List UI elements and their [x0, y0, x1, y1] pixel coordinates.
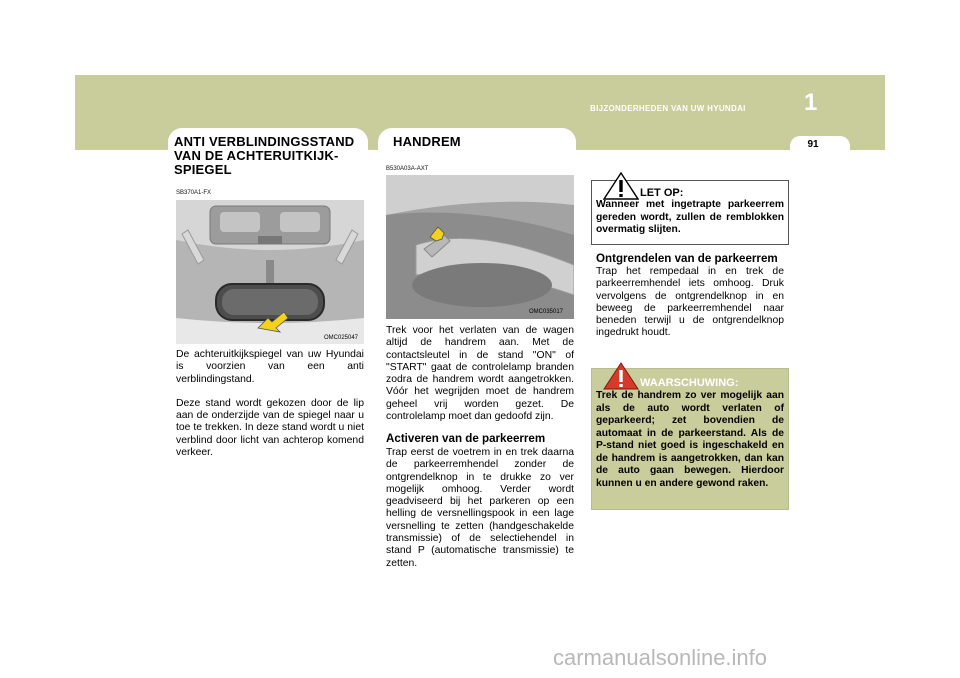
warning-triangle-icon: [603, 172, 639, 200]
handrem-paragraph: Trek voor het verlaten van de wagen altijd de handrem aan. Met de contactsleutel in de stand "ON" of "START" gaat de controlelamp branden zodra de handrem wordt aangetrokken. Vóór het wegrijden moet de handrem geheel vrij worden gezet. De controlelamp moet dan gedoofd zijn.: [386, 325, 574, 423]
mirror-heading-line: SPIEGEL: [174, 162, 232, 177]
handrem-code: B530A03A-AXT: [386, 166, 429, 172]
handbrake-illustration: [386, 175, 574, 319]
warning-title: WAARSCHUWING:: [640, 377, 739, 389]
mirror-heading-line: ANTI VERBLINDINGSSTAND: [174, 134, 355, 149]
mirror-paragraph: De achteruitkijkspiegel van uw Hyundai is voorzien van een anti verblindingstand.: [176, 349, 364, 385]
mirror-heading: [174, 135, 354, 177]
chapter-title: BIJZONDERHEDEN VAN UW HYUNDAI: [590, 104, 746, 113]
mirror-paragraph: Deze stand wordt gekozen door de lip aan de onderzijde van de spiegel naar u toe te trekken. In deze stand wordt u niet verblind door licht van achterop komend verkeer.: [176, 397, 364, 459]
mirror-body: [176, 349, 364, 471]
handbrake-photo-code: OMC035017: [529, 309, 564, 315]
page-number: 91: [807, 139, 819, 150]
chapter-number: 1: [804, 89, 818, 116]
rear-view-mirror-illustration: [176, 200, 364, 344]
warning-triangle-icon: [603, 362, 639, 390]
handbrake-photo: [386, 175, 574, 319]
mirror-photo: [176, 200, 364, 344]
mirror-heading-line: VAN DE ACHTERUITKIJK-: [174, 148, 339, 163]
watermark: carmanualsonline.info: [553, 645, 768, 670]
activate-paragraph: Trap eerst de voetrem in en trek daarna de parkeerremhendel zonder de ontgrendelknop in te drukke zo ver mogelijk omhoog. Verder wordt geadviseerd bij het parkeren op een helling de versnellingspook in een lage versnelling te zetten (handgeschakelde transmissie) of de selectiehendel in stand P (automatische transmissie) te zetten.: [386, 447, 574, 569]
mirror-photo-code: OMC025047: [324, 335, 359, 341]
caution-title: LET OP:: [640, 187, 684, 199]
caution-text: Wanneer met ingetrapte parkeerrem gereden wordt, zullen de remblokken overmatig slijten.: [596, 199, 784, 235]
mirror-code: SB370A1-FX: [176, 190, 212, 196]
handrem-heading: HANDREM: [393, 134, 461, 149]
activate-subheading: Activeren van de parkeerrem: [386, 432, 546, 445]
warning-text: Trek de handrem zo ver mogelijk aan als de auto wordt verlaten of geparkeerd; zet bovendien de automaat in de parkeerstand. Als de P-stand niet goed is ingeschakeld en de handrem is aangetrokken, dan kan de auto gaan bewegen. Hierdoor kunnen u en andere gewond raken.: [596, 390, 784, 489]
release-subheading: Ontgrendelen van de parkeerrem: [596, 252, 778, 265]
release-paragraph: Trap het rempedaal in en trek de parkeerremhendel iets omhoog. Druk vervolgens de ontgrendelknop in en beweeg de parkeerremhendel naar beneden terwijl u de ontgrendelknop ingedrukt houdt.: [596, 266, 784, 339]
